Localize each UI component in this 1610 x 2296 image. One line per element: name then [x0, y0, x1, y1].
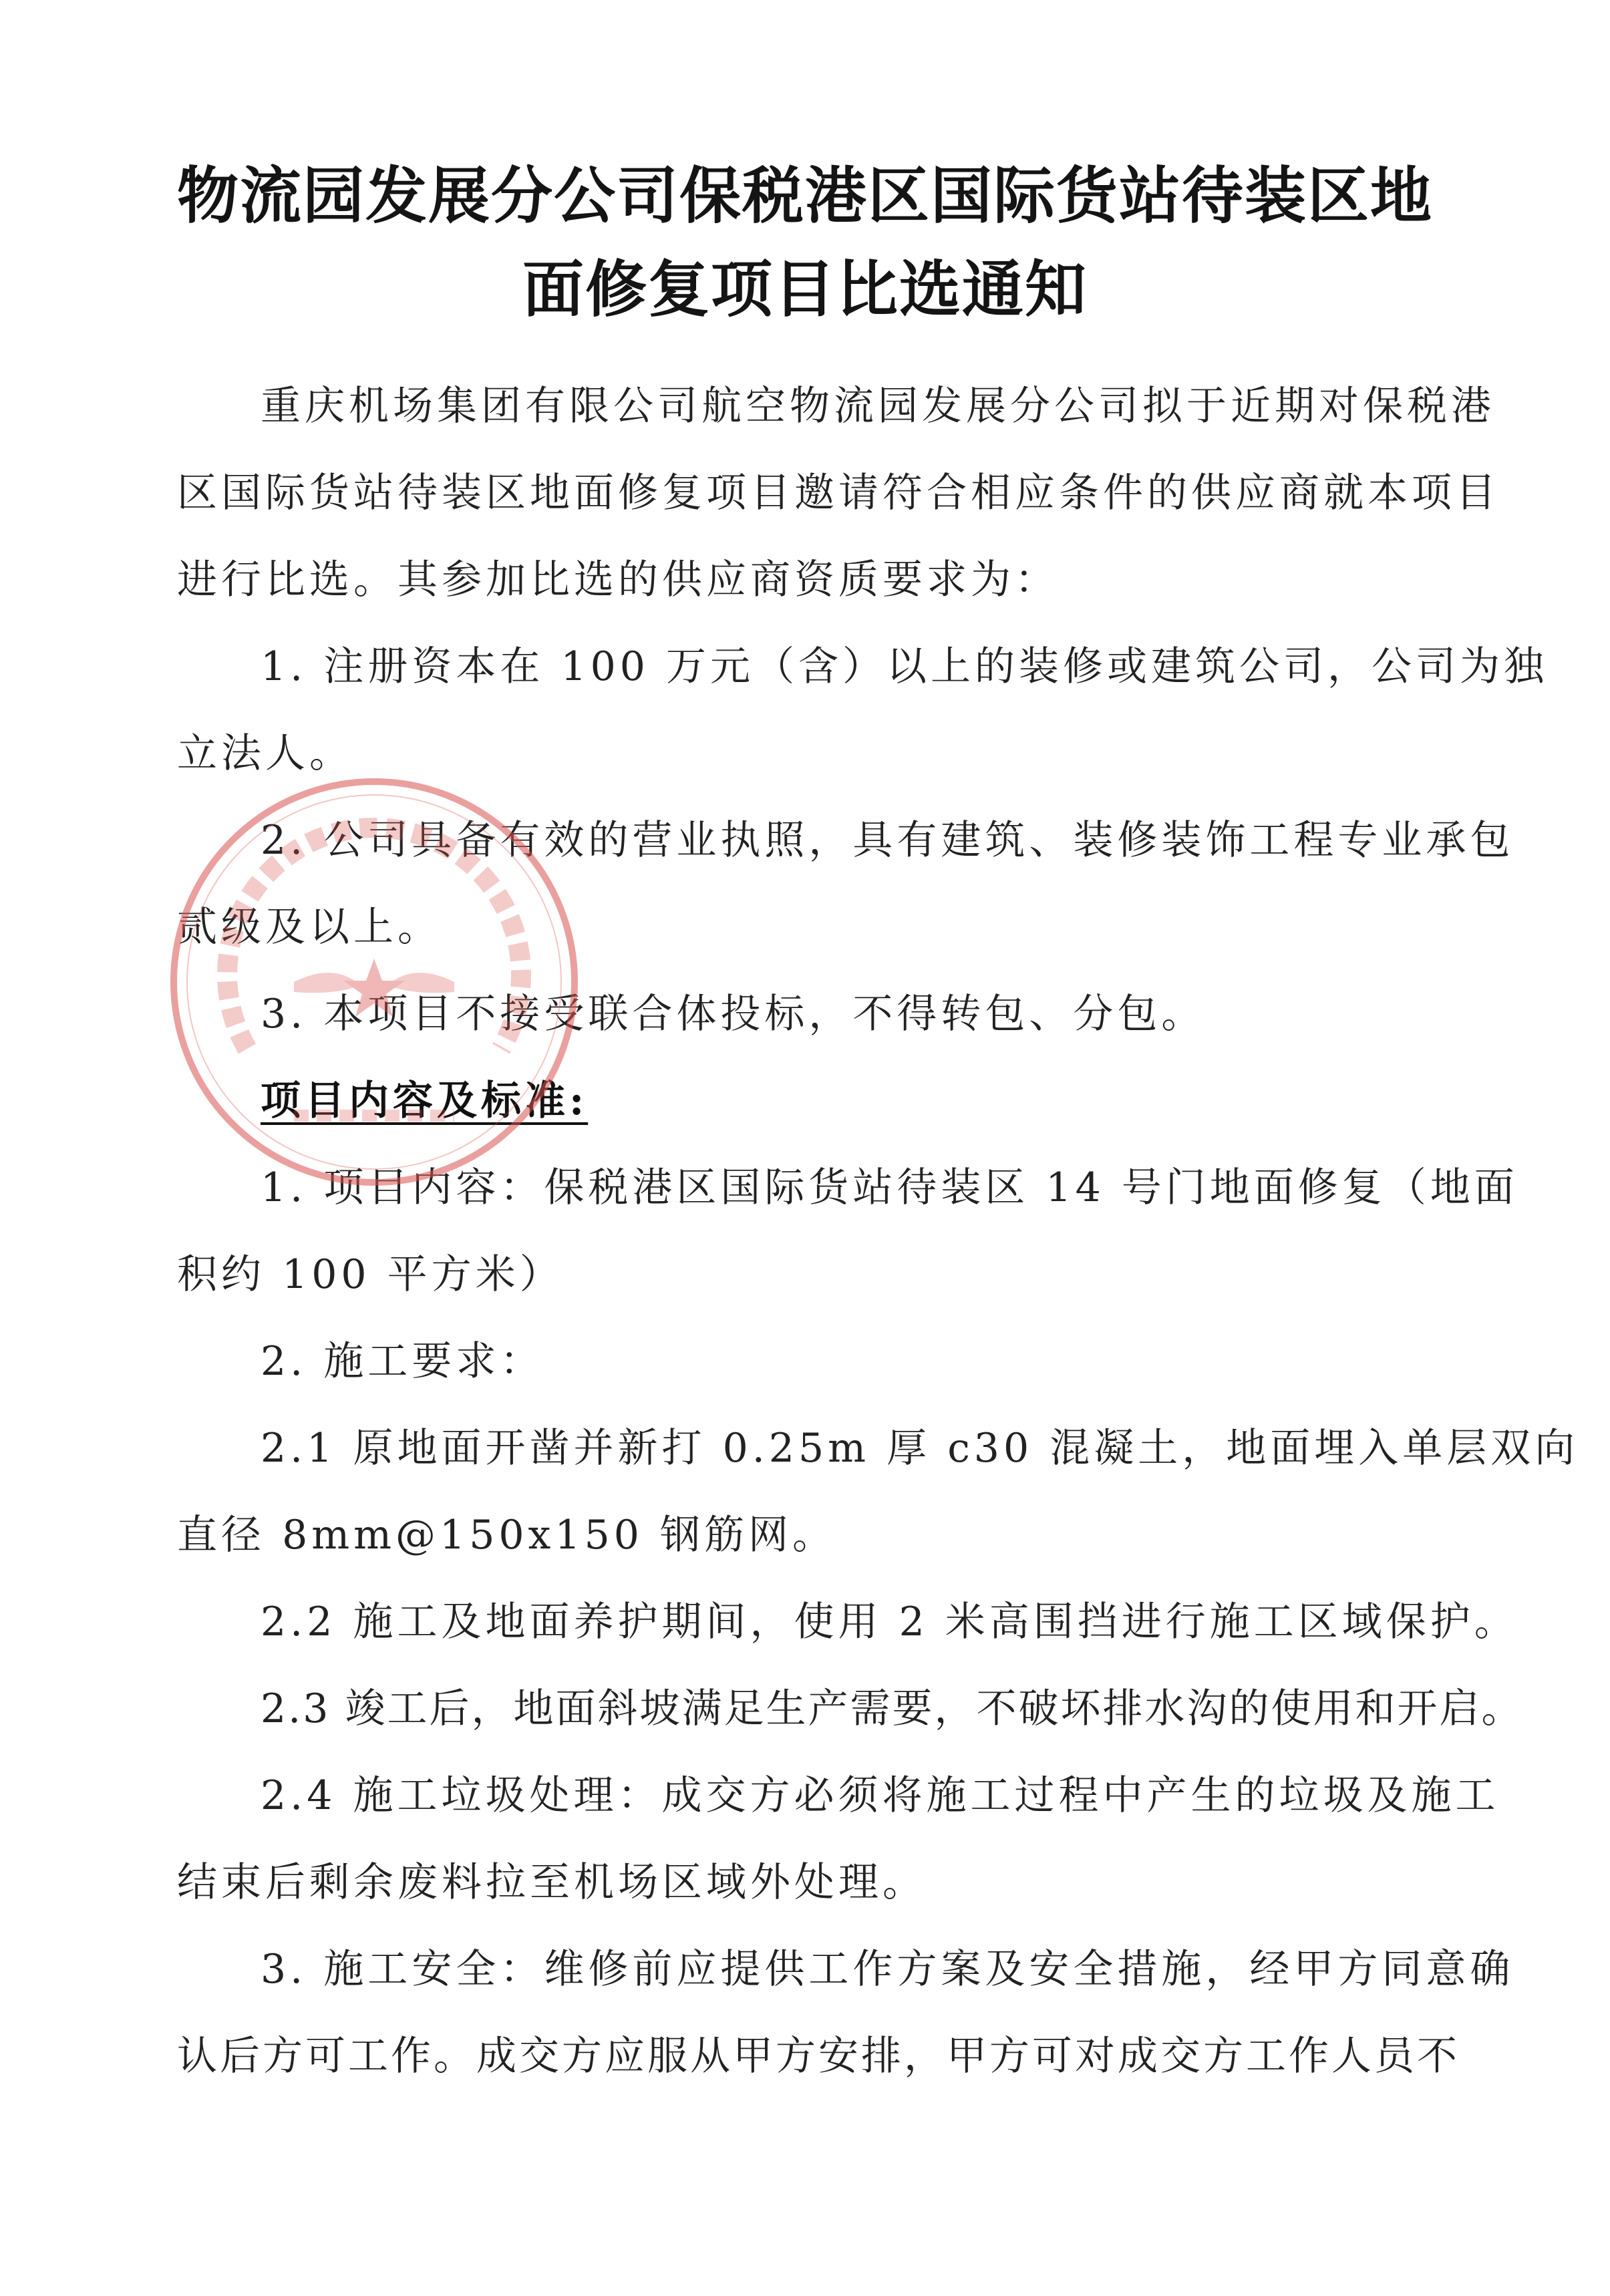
item-2-1-line-1: 2.1 原地面开凿并新打 0.25m 厚 c30 混凝土，地面埋入单层双向	[261, 1425, 1579, 1472]
requirement-1-line-2: 立法人。	[177, 730, 353, 777]
item-2-2-line-1: 2.2 施工及地面养护期间，使用 2 米高围挡进行施工区域保护。	[261, 1599, 1518, 1645]
item-3-line-1: 3. 施工安全：维修前应提供工作方案及安全措施，经甲方同意确	[261, 1946, 1514, 1993]
item-2-1-line-2: 直径 8mm@150x150 钢筋网。	[177, 1512, 836, 1559]
intro-paragraph-line-1: 重庆机场集团有限公司航空物流园发展分公司拟于近期对保税港	[261, 383, 1495, 430]
item-3-line-2: 认后方可工作。成交方应服从甲方安排，甲方可对成交方工作人员不	[177, 2033, 1460, 2080]
company-seal-stamp	[160, 768, 588, 1196]
document-title-line-2: 面修复项目比选通知	[522, 254, 1088, 325]
document-title-line-1: 物流园发展分公司保税港区国际货站待装区地	[176, 160, 1433, 232]
requirement-2-line-1: 2. 公司具备有效的营业执照，具有建筑、装修装饰工程专业承包	[261, 817, 1514, 864]
item-1-line-2: 积约 100 平方米）	[177, 1251, 564, 1298]
section-heading: 项目内容及标准:	[261, 1078, 589, 1124]
item-2-line-1: 2. 施工要求：	[261, 1338, 544, 1385]
item-2-3-line-1: 2.3 竣工后，地面斜坡满足生产需要，不破坏排水沟的使用和开启。	[261, 1685, 1524, 1732]
requirement-1-line-1: 1. 注册资本在 100 万元（含）以上的装修或建筑公司，公司为独	[261, 643, 1548, 690]
intro-paragraph-line-3: 进行比选。其参加比选的供应商资质要求为：	[177, 556, 1059, 603]
item-2-4-line-2: 结束后剩余废料拉至机场区域外处理。	[177, 1859, 927, 1906]
requirement-3-line-1: 3. 本项目不接受联合体投标，不得转包、分包。	[261, 991, 1206, 1037]
item-1-line-1: 1. 项目内容：保税港区国际货站待装区 14 号门地面修复（地面	[261, 1164, 1518, 1211]
intro-paragraph-line-2: 区国际货站待装区地面修复项目邀请符合相应条件的供应商就本项目	[177, 470, 1500, 516]
requirement-2-line-2: 贰级及以上。	[177, 904, 442, 951]
item-2-4-line-1: 2.4 施工垃圾处理：成交方必须将施工过程中产生的垃圾及施工	[261, 1772, 1500, 1819]
